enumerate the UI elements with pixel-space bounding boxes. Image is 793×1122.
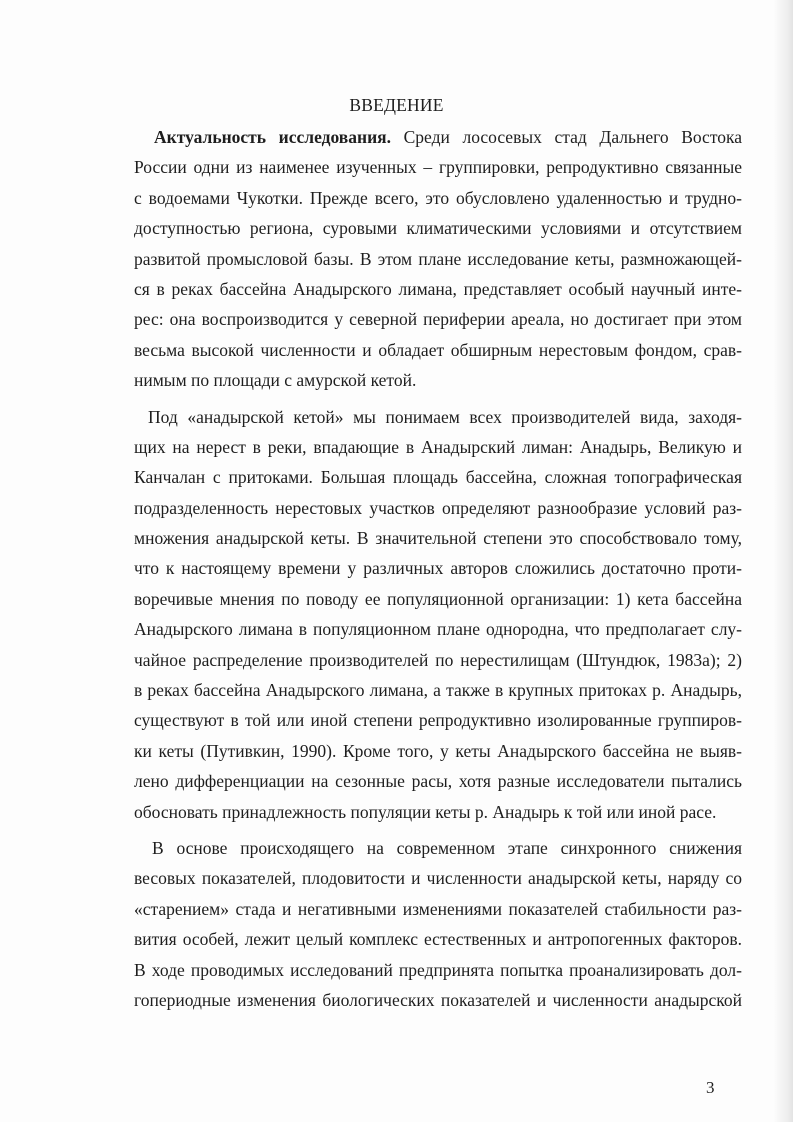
text-line: доступностью региона, суровыми климатическими условиями и отсутствием	[134, 218, 742, 239]
text-line: гопериодные изменения биологических показателей и численности анадырской	[134, 989, 742, 1010]
text-line: весьма высокой численности и обладает обширным нерестовым фондом, срав-	[134, 339, 742, 360]
text-line: подразделенность нерестовых участков определяют разнообразие условий раз-	[134, 497, 742, 518]
text-line: ся в реках бассейна Анадырского лимана, представляет особый научный инте-	[134, 278, 742, 299]
text-line: воречивые мнения по поводу ее популяционной организации: 1) кета бассейна	[134, 588, 742, 609]
text-line: обосновать принадлежность популяции кеты р. Анадырь к той или иной расе.	[134, 801, 717, 822]
scan-edge-shadow	[773, 0, 793, 1122]
text-line: рес: она воспроизводится у северной периферии ареала, но достигает при этом	[134, 309, 742, 330]
section-heading: ВВЕДЕНИЕ	[349, 95, 444, 115]
page-number: 3	[706, 1078, 715, 1097]
text-line: России одни из наименее изученных – группировки, репродуктивно связанные	[134, 157, 742, 178]
text-line: ки кеты (Путивкин, 1990). Кроме того, у кеты Анадырского бассейна не выяв-	[134, 740, 742, 761]
text-line: «старением» стада и негативными изменениями показателей стабильности раз-	[134, 898, 742, 919]
text-line: щих на нерест в реки, впадающие в Анадырский лиман: Анадырь, Великую и	[134, 436, 742, 457]
text-line: развитой промысловой базы. В этом плане исследование кеты, размножающей-	[134, 248, 742, 269]
text-line: В основе происходящего на современном этапе синхронного снижения	[152, 837, 742, 858]
text-line	[134, 122, 742, 152]
paragraph-lead-bold: Актуальность исследования.	[154, 127, 391, 147]
text-line: чайное распределение производителей по нерестилищам (Штундюк, 1983а); 2)	[134, 649, 742, 670]
text-line: с водоемами Чукотки. Прежде всего, это обусловлено удаленностью и трудно-	[134, 187, 742, 208]
text-line: В ходе проводимых исследований предпринята попытка проанализировать дол-	[134, 959, 742, 980]
text-line: Анадырского лимана в популяционном плане однородна, что предполагает слу-	[134, 619, 742, 640]
text-line: существуют в той или иной степени репродуктивно изолированные группиров-	[134, 710, 742, 731]
text-line: вития особей, лежит целый комплекс естественных и антропогенных факторов.	[134, 929, 742, 950]
text-line: что к настоящему времени у различных авторов сложились достаточно проти-	[134, 558, 742, 579]
text-line: весовых показателей, плодовитости и численности анадырской кеты, наряду со	[134, 868, 742, 889]
text-line-fragment: Среди лососевых стад Дальнего Востока	[391, 127, 742, 147]
text-line: множения анадырской кеты. В значительной степени это способствовало тому,	[134, 528, 742, 549]
text-line: Под «анадырской кетой» мы понимаем всех производителей вида, заходя-	[148, 406, 742, 427]
text-line: в реках бассейна Анадырского лимана, а также в крупных притоках р. Анадырь,	[134, 680, 742, 701]
text-line: лено дифференциации на сезонные расы, хотя разные исследователи пытались	[134, 771, 742, 792]
text-line: нимым по площади с амурской кетой.	[134, 370, 417, 391]
body-text	[134, 122, 742, 1015]
text-line: Канчалан с притоками. Большая площадь бассейна, сложная топографическая	[134, 467, 742, 488]
